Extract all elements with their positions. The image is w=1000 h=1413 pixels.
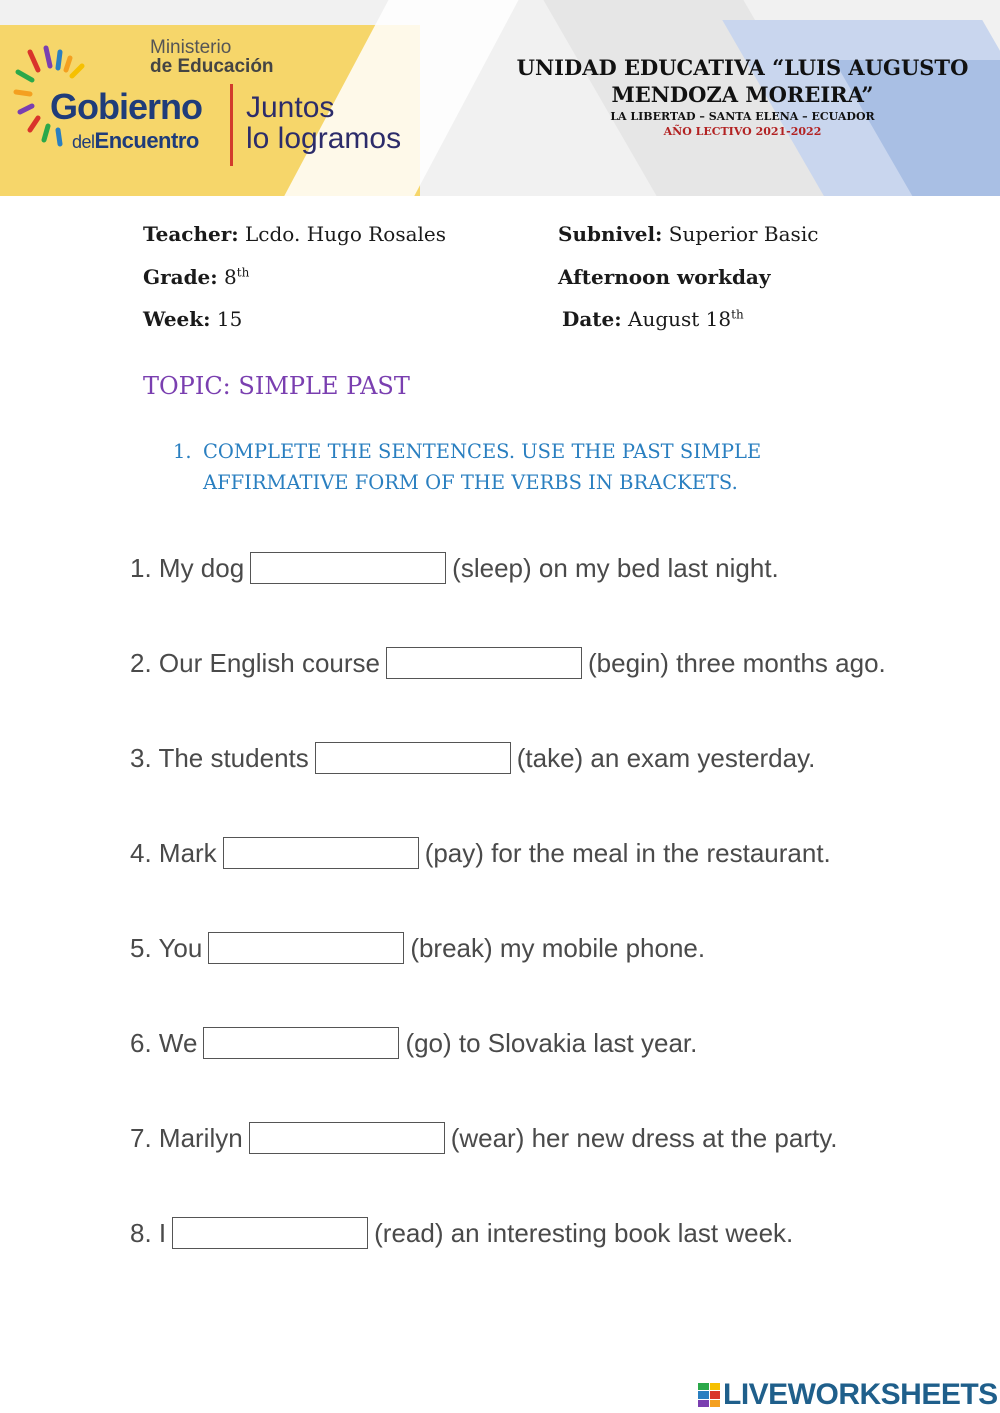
answer-input-2[interactable] — [386, 647, 582, 679]
date-info: Date: August 18th — [562, 307, 744, 331]
gobierno-text: Gobierno — [50, 86, 202, 127]
answer-input-1[interactable] — [250, 552, 446, 584]
liveworksheets-brand — [698, 1378, 998, 1412]
exercise-2: 2. Our English course (begin) three months ago. — [130, 647, 886, 678]
teacher-info: Teacher: Lcdo. Hugo Rosales — [143, 222, 446, 246]
subnivel-info: Subnivel: Superior Basic — [558, 222, 819, 246]
school-location: LA LIBERTAD – SANTA ELENA – ECUADOR — [610, 110, 875, 123]
answer-input-5[interactable] — [208, 932, 404, 964]
answer-input-6[interactable] — [203, 1027, 399, 1059]
topic-title: TOPIC: SIMPLE PAST — [143, 372, 410, 400]
exercise-7: 7. Marilyn (wear) her new dress at the party. — [130, 1122, 838, 1153]
logo-divider — [230, 84, 233, 166]
answer-input-4[interactable] — [223, 837, 419, 869]
school-name-line1: UNIDAD EDUCATIVA “LUIS AUGUSTO — [516, 55, 969, 80]
exercise-8: 8. I (read) an interesting book last week. — [130, 1217, 794, 1248]
liveworksheets-logo-icon — [698, 1383, 720, 1407]
instruction: 1. COMPLETE THE SENTENCES. USE THE PAST SIMPLE AFFIRMATIVE FORM OF THE VERBS IN BRACKETS. — [173, 440, 762, 494]
encuentro-text: delEncuentro — [72, 128, 199, 153]
answer-input-8[interactable] — [172, 1217, 368, 1249]
school-year: AÑO LECTIVO 2021-2022 — [663, 125, 822, 138]
workday-info: Afternoon workday — [558, 265, 771, 289]
school-name-block — [505, 54, 980, 139]
answer-input-7[interactable] — [249, 1122, 445, 1154]
school-name-line2: MENDOZA MOREIRA” — [611, 82, 874, 107]
grade-info: Grade: 8th — [143, 265, 250, 289]
header-banner — [0, 0, 1000, 196]
exercise-3: 3. The students (take) an exam yesterday. — [130, 742, 816, 773]
exercise-6: 6. We (go) to Slovakia last year. — [130, 1027, 698, 1058]
juntos-slogan: Juntos lo logramos — [246, 91, 402, 155]
exercise-4: 4. Mark (pay) for the meal in the restaurant. — [130, 837, 831, 868]
exercise-1: 1. My dog (sleep) on my bed last night. — [130, 552, 779, 583]
ministerio-text: Ministerio de Educación — [150, 37, 274, 77]
week-info: Week: 15 — [143, 307, 243, 331]
exercise-5: 5. You (break) my mobile phone. — [130, 932, 706, 963]
liveworksheets-text: LIVEWORKSHEETS — [723, 1378, 998, 1411]
answer-input-3[interactable] — [315, 742, 511, 774]
